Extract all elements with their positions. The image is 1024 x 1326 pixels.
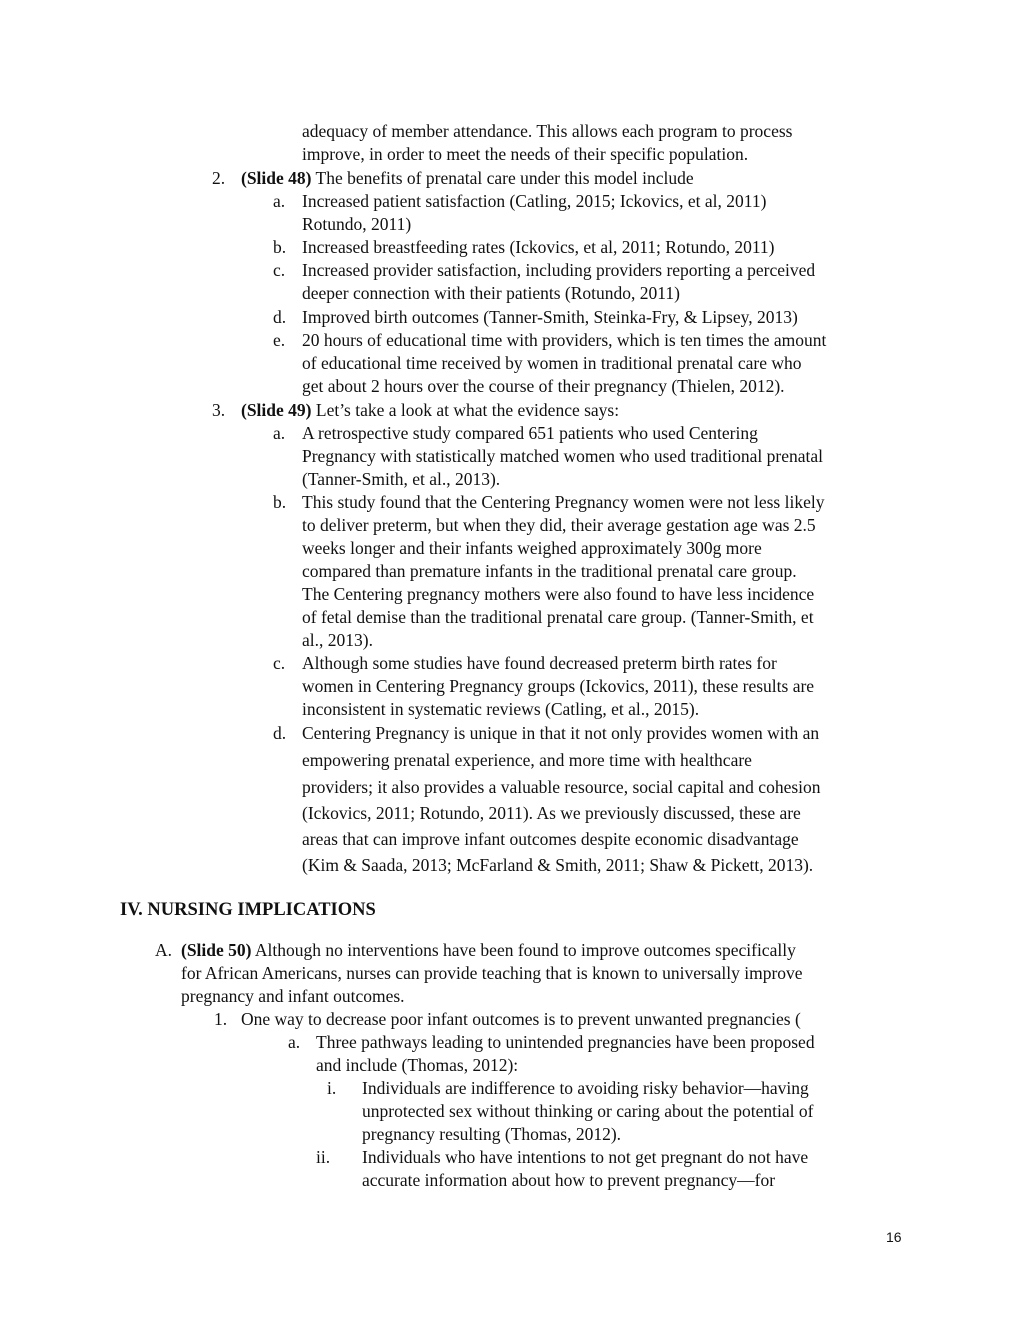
list-item-line: A retrospective study compared 651 patients who used Centering	[302, 423, 758, 443]
item-text: The benefits of prenatal care under this model include	[311, 168, 694, 188]
list-item-line: providers; it also provides a valuable resource, social capital and cohesion	[302, 777, 821, 797]
list-item-line: pregnancy resulting (Thomas, 2012).	[362, 1124, 622, 1144]
list-item-line: get about 2 hours over the course of their pregnancy (Thielen, 2012).	[302, 376, 785, 396]
slide-ref: (Slide 48)	[241, 168, 312, 188]
list-item-3	[241, 399, 619, 422]
list-item-line: inconsistent in systematic reviews (Catling, et al., 2015).	[302, 699, 700, 719]
section-heading: IV. NURSING IMPLICATIONS	[120, 900, 376, 920]
continuation-line: improve, in order to meet the needs of their specific population.	[302, 144, 749, 164]
list-item-line: This study found that the Centering Pregnancy women were not less likely	[302, 492, 825, 512]
list-item-line: unprotected sex without thinking or caring about the potential of	[362, 1101, 814, 1121]
list-marker: i.	[327, 1078, 337, 1098]
list-item-line: The Centering pregnancy mothers were also found to have less incidence	[302, 584, 815, 604]
list-item-line: weeks longer and their infants weighed approximately 300g more	[302, 538, 762, 558]
slide-ref: (Slide 49)	[241, 400, 312, 420]
list-item-line: Improved birth outcomes (Tanner-Smith, Steinka-Fry, & Lipsey, 2013)	[302, 307, 798, 327]
page-number: 16	[886, 1229, 902, 1245]
list-item-line: Rotundo, 2011)	[302, 214, 412, 234]
list-item-line: (Kim & Saada, 2013; McFarland & Smith, 2011; Shaw & Pickett, 2013).	[302, 855, 814, 875]
list-item-line: Increased breastfeeding rates (Ickovics, et al, 2011; Rotundo, 2011)	[302, 237, 775, 257]
list-item-line: empowering prenatal experience, and more time with healthcare	[302, 750, 752, 770]
slide-ref: (Slide 50)	[181, 940, 252, 960]
list-marker: 3.	[212, 400, 226, 420]
list-item-line: compared than premature infants in the traditional prenatal care group.	[302, 561, 797, 581]
list-item-line: Although some studies have found decreased preterm birth rates for	[302, 653, 777, 673]
list-item-line: of educational time received by women in traditional prenatal care who	[302, 353, 802, 373]
list-marker: 2.	[212, 168, 226, 188]
list-item-line: Increased provider satisfaction, including providers reporting a perceived	[302, 260, 816, 280]
list-marker: 1.	[214, 1009, 228, 1029]
list-item-line: for African Americans, nurses can provide teaching that is known to universally improve	[181, 963, 803, 983]
list-item-A	[181, 939, 796, 962]
list-item-2	[241, 167, 694, 190]
list-item-line: accurate information about how to prevent pregnancy—for	[362, 1170, 776, 1190]
list-item-line: (Tanner-Smith, et al., 2013).	[302, 469, 501, 489]
list-marker: A.	[155, 940, 173, 960]
list-marker: a.	[273, 423, 286, 443]
list-item-line: pregnancy and infant outcomes.	[181, 986, 405, 1006]
list-marker: b.	[273, 237, 287, 257]
list-item-line: of fetal demise than the traditional prenatal care group. (Tanner-Smith, et	[302, 607, 814, 627]
item-text: Let’s take a look at what the evidence says:	[311, 400, 620, 420]
list-item-line: (Ickovics, 2011; Rotundo, 2011). As we previously discussed, these are	[302, 803, 801, 823]
list-item-line: to deliver preterm, but when they did, their average gestation age was 2.5	[302, 515, 816, 535]
list-marker: c.	[273, 653, 286, 673]
list-item-line: Individuals are indifference to avoiding risky behavior—having	[362, 1078, 809, 1098]
list-marker: e.	[273, 330, 286, 350]
list-item-line: al., 2013).	[302, 630, 373, 650]
list-marker: a.	[273, 191, 286, 211]
list-item-line: Increased patient satisfaction (Catling, 2015; Ickovics, et al, 2011)	[302, 191, 767, 211]
list-item-line: Pregnancy with statistically matched women who used traditional prenatal	[302, 446, 823, 466]
list-marker: c.	[273, 260, 286, 280]
list-marker: ii.	[316, 1147, 331, 1167]
list-item-line: Individuals who have intentions to not get pregnant do not have	[362, 1147, 809, 1167]
list-item-line: One way to decrease poor infant outcomes is to prevent unwanted pregnancies (	[241, 1009, 801, 1029]
list-item-line: areas that can improve infant outcomes despite economic disadvantage	[302, 829, 799, 849]
list-marker: b.	[273, 492, 287, 512]
list-item-line: 20 hours of educational time with providers, which is ten times the amount	[302, 330, 827, 350]
list-item-line: and include (Thomas, 2012):	[316, 1055, 519, 1075]
list-item-line: women in Centering Pregnancy groups (Ickovics, 2011), these results are	[302, 676, 815, 696]
continuation-line: adequacy of member attendance. This allows each program to process	[302, 121, 793, 141]
item-text: Although no interventions have been found to improve outcomes specifically	[251, 940, 796, 960]
list-marker: d.	[273, 723, 287, 743]
list-item-line: Three pathways leading to unintended pregnancies have been proposed	[316, 1032, 815, 1052]
list-marker: d.	[273, 307, 287, 327]
list-item-line: Centering Pregnancy is unique in that it not only provides women with an	[302, 723, 820, 743]
list-item-line: deeper connection with their patients (Rotundo, 2011)	[302, 283, 680, 303]
list-marker: a.	[288, 1032, 301, 1052]
